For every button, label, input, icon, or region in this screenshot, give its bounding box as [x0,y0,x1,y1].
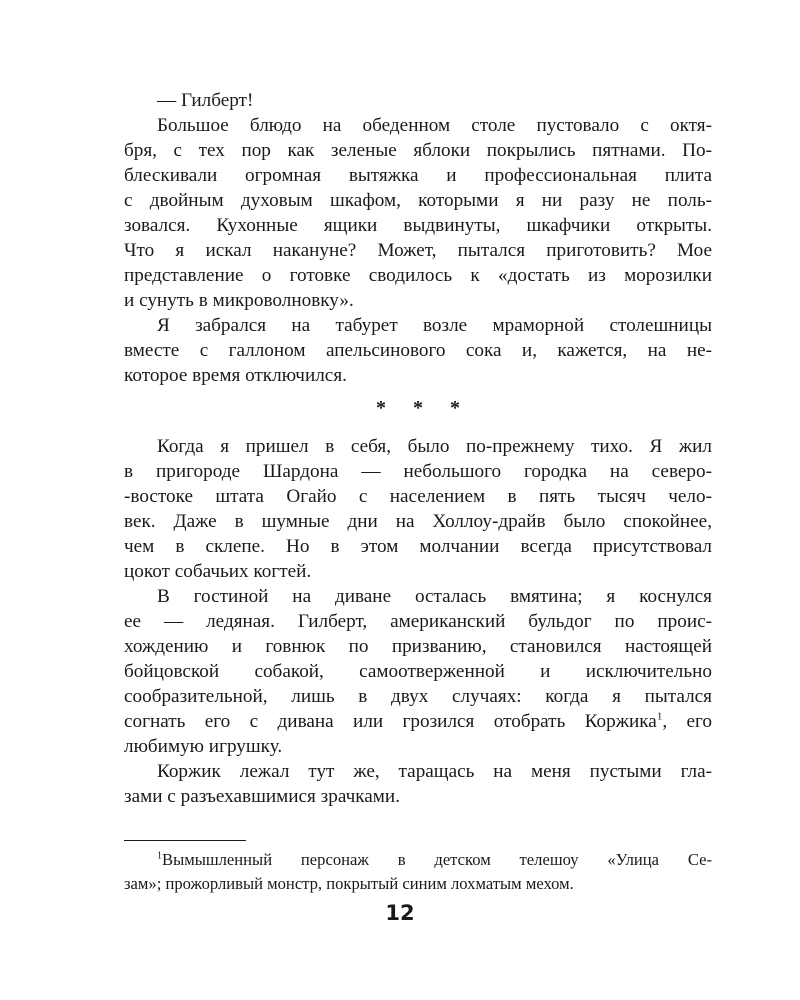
text-line: в пригороде Шардона — небольшого городка на северо- [124,461,712,482]
text-line: и сунуть в микроволновку». [124,290,354,311]
page-number: 12 [385,901,415,925]
text-line: Что я искал накануне? Может, пытался приготовить? Мое [124,240,712,261]
separator-gap [124,420,712,434]
section-separator: * * * [376,397,460,419]
text-line: с двойным духовым шкафом, которыми я ни разу не поль- [124,190,712,211]
text-line: бойцовской собакой, самоотверженной и исключительно [124,661,712,682]
main-text [124,88,712,809]
text-line: вместе с галлоном апельсинового сока и, кажется, на не- [124,340,712,361]
text-line: Большое блюдо на обеденном столе пустовало с октя- [157,115,712,136]
text-line: сообразительной, лишь в двух случаях: когда я пытался [124,686,712,707]
footnote-line: зам»; прожорливый монстр, покрытый синим лохматым мехом. [124,874,574,893]
footnote-text: Вымышленный персонаж в детском телешоу «Улица Се- [162,850,712,869]
text-line: зами с разъехавшимися зрачками. [124,786,400,807]
text-line: ее — ледяная. Гилберт, американский бульдог по проис- [124,611,712,632]
footnote-divider [124,840,246,841]
footnote-reference[interactable]: 1 [656,710,663,723]
text-line: век. Даже в шумные дни на Холлоу-драйв было спокойнее, [124,511,712,532]
footnote-line [124,848,712,872]
text-line: представление о готовке сводилось к «достать из морозилки [124,265,712,286]
text-line: любимую игрушку. [124,736,283,757]
text-fragment: , его [662,711,712,732]
text-line: -востоке штата Огайо с населением в пять тысяч чело- [124,486,712,507]
text-line: Я забрался на табурет возле мраморной столешницы [157,315,712,336]
text-line: — Гилберт! [157,90,254,111]
footnote-marker: 1 [157,850,162,862]
text-line: бря, с тех пор как зеленые яблоки покрылись пятнами. По- [124,140,712,161]
text-line-with-footnote [124,709,712,734]
text-line: В гостиной на диване осталась вмятина; я коснулся [157,586,712,607]
text-line: цокот собачьих когтей. [124,561,312,582]
text-fragment: согнать его с дивана или грозился отобрать Коржика [124,711,657,732]
footnote [124,848,712,896]
text-line: зовался. Кухонные ящики выдвинуты, шкафчики открыты. [124,215,712,236]
text-line: которое время отключился. [124,365,347,386]
text-line: Коржик лежал тут же, таращась на меня пустыми гла- [157,761,712,782]
text-line: чем в склепе. Но в этом молчании всегда присутствовал [124,536,712,557]
text-line: хождению и говнюк по призванию, становился настоящей [124,636,712,657]
text-line: блескивали огромная вытяжка и профессиональная плита [124,165,712,186]
text-line: Когда я пришел в себя, было по-прежнему тихо. Я жил [157,436,712,457]
